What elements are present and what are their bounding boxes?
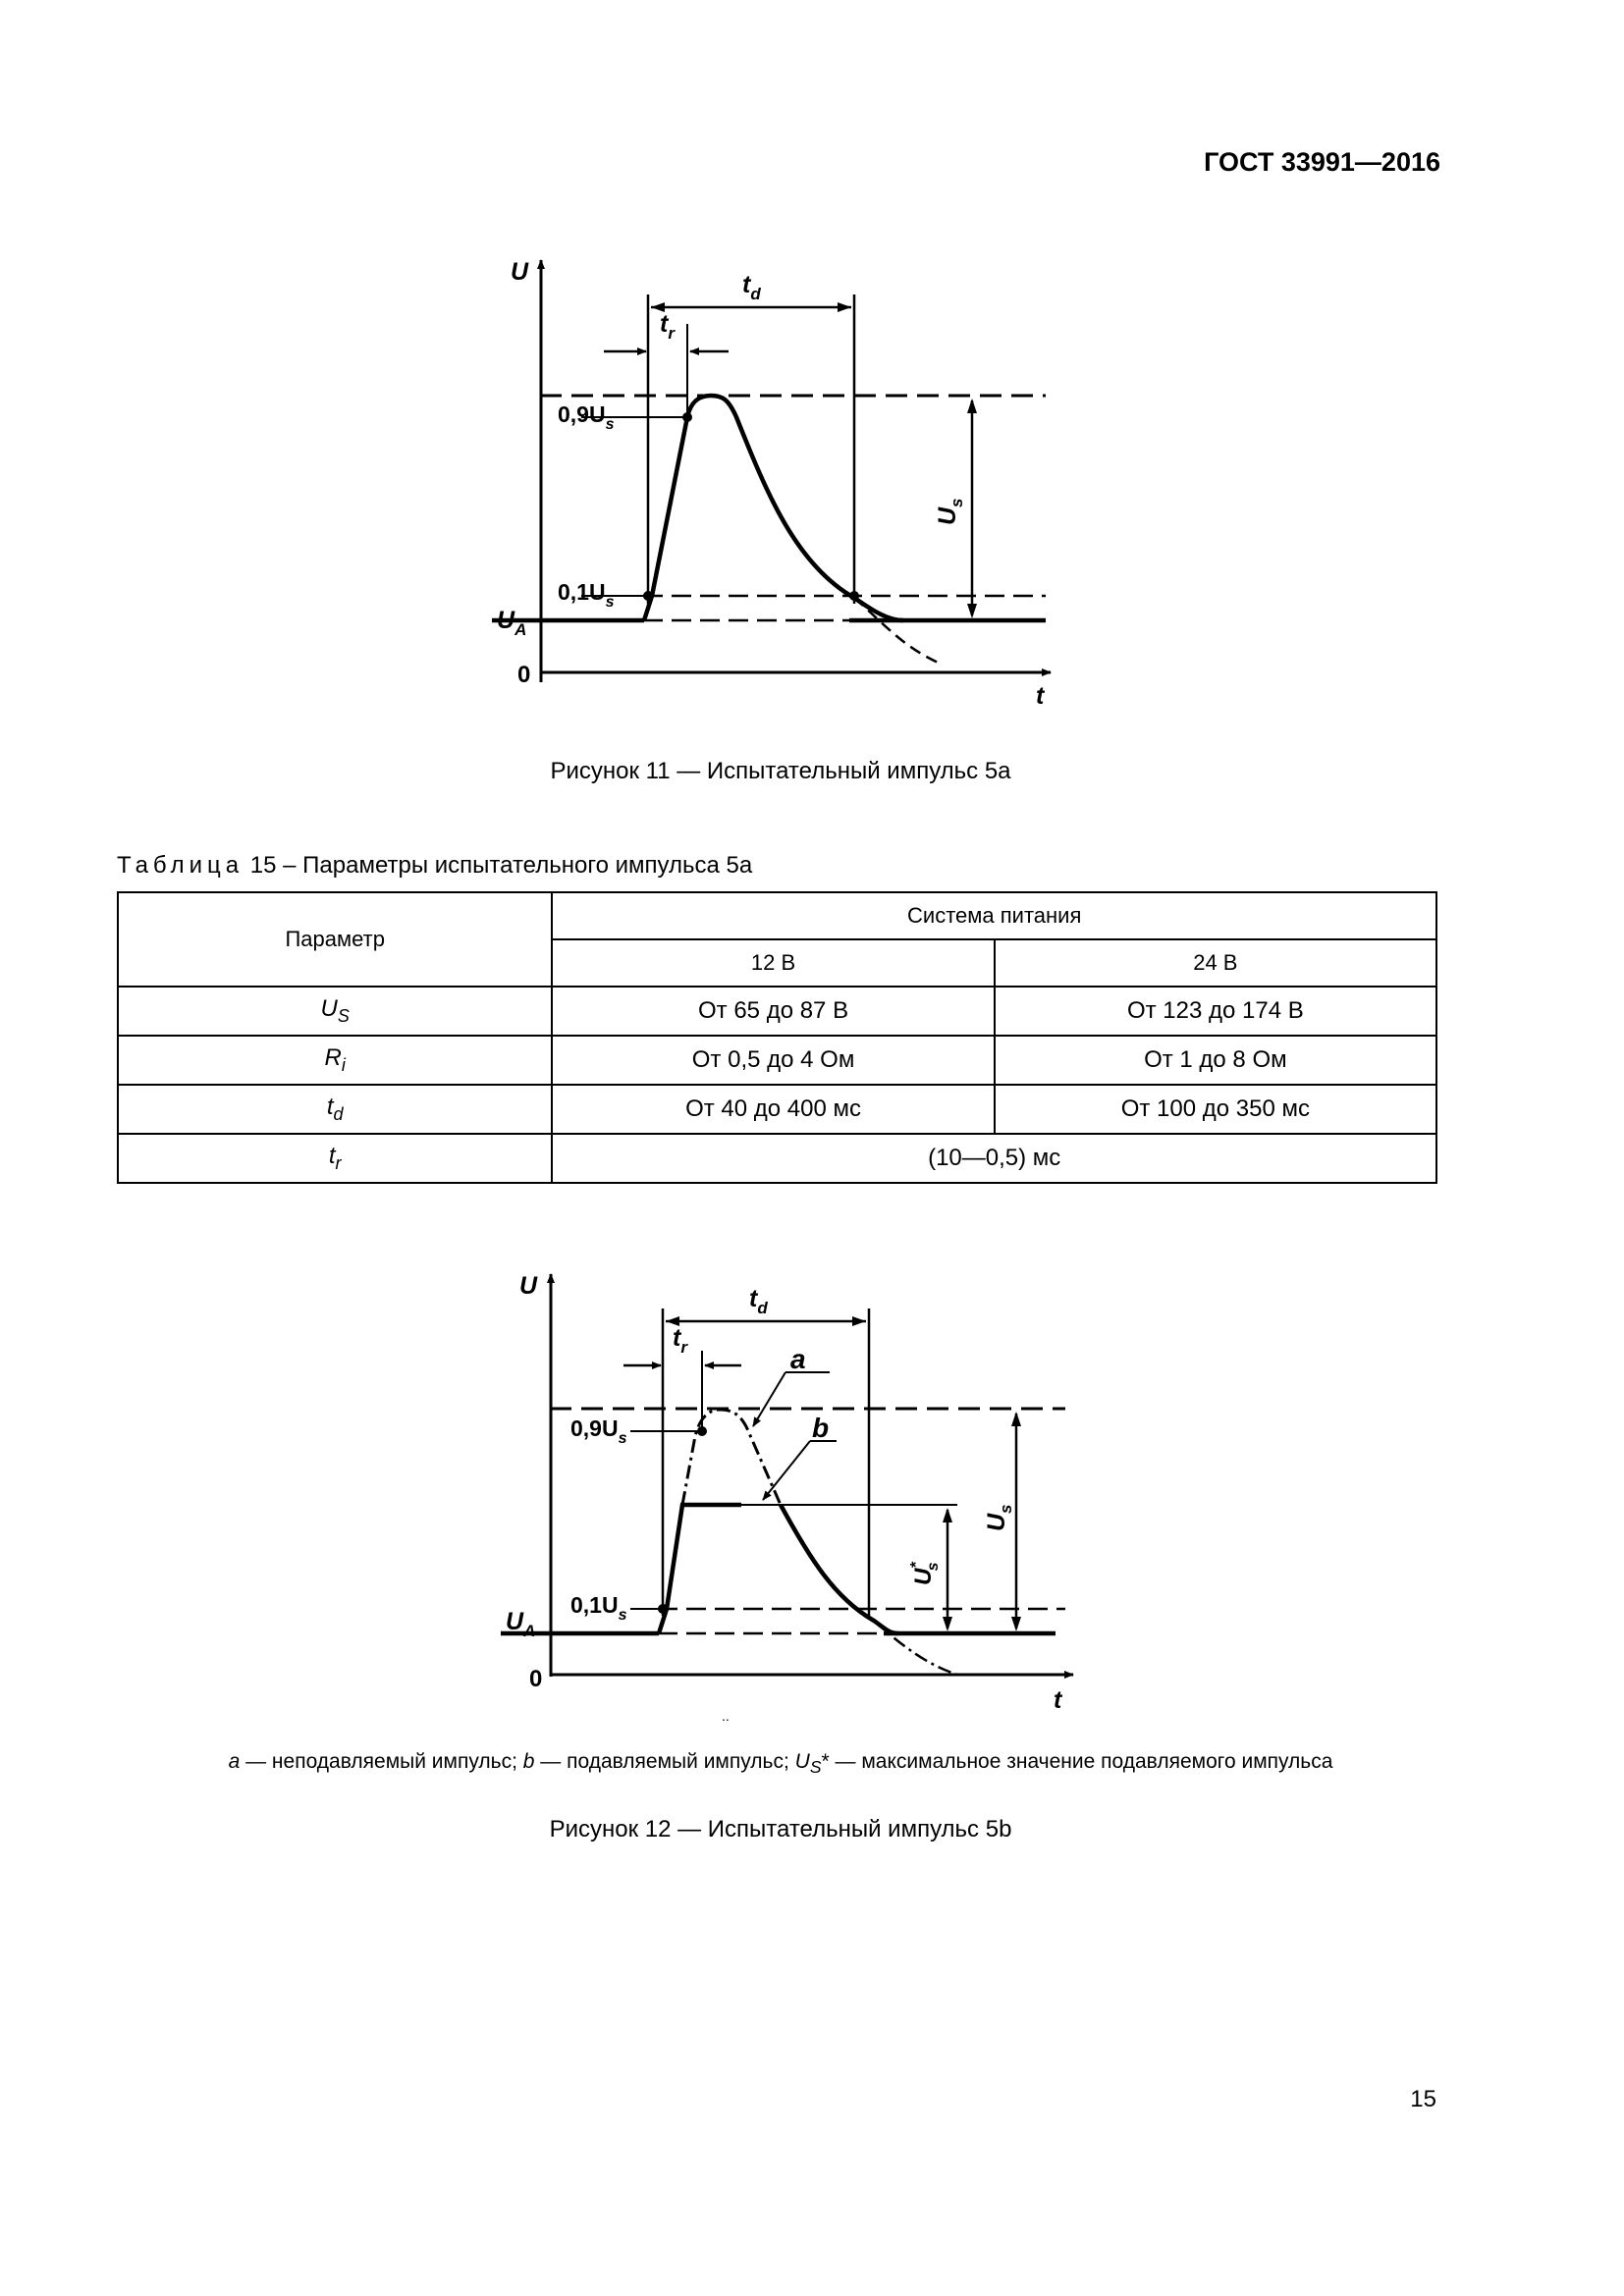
zero-label: 0 [529, 1666, 543, 1692]
pulse-curve [644, 396, 903, 620]
label-b-pointer [763, 1441, 810, 1500]
point-09 [682, 412, 692, 422]
page-number: 15 [1410, 2086, 1436, 2112]
pulse-a-curve [682, 1410, 781, 1505]
point-01-rise [658, 1604, 668, 1614]
td-label: $t_d$ [742, 271, 761, 303]
tr-label: $t_r$ [673, 1324, 687, 1357]
ua-label: $U_A$ [497, 607, 527, 639]
level-01-label: $0,1U_s$ [570, 1592, 627, 1624]
tr-label: $t_r$ [660, 310, 675, 343]
table-row: $t_d$ От 40 до 400 мс От 100 до 350 мс [118, 1085, 1436, 1134]
header-24v: 24 В [995, 939, 1436, 987]
table-15-title: Таблица 15 – Параметры испытательного импульса 5а [117, 852, 753, 879]
u-axis-label: U [511, 258, 529, 286]
figure-11-caption: Рисунок 11 — Испытательный импульс 5а [550, 758, 1011, 784]
point-01-rise [643, 591, 653, 601]
figure-12-graph [496, 1264, 1105, 1735]
us-label: $U_s$ [934, 498, 966, 525]
table-row: $R_i$ От 0,5 до 4 Ом От 1 до 8 Ом [118, 1036, 1436, 1085]
u-axis-label: U [519, 1272, 538, 1300]
table-15 [117, 891, 1437, 1184]
figure-12-caption: Рисунок 12 — Испытательный импульс 5b [549, 1816, 1012, 1842]
t-axis-label: t [1036, 682, 1045, 710]
label-b: b [812, 1413, 830, 1443]
level-09-label: $0,9U_s$ [570, 1415, 627, 1447]
figure-12-legend: a — неподавляемый импульс; b — подавляемый импульс; $U_S*$ — максимальное значение подавляемого импульса [228, 1750, 1333, 1778]
td-label: $t_d$ [749, 1285, 768, 1317]
point-01-fall [849, 591, 859, 601]
header-parameter: Параметр [118, 892, 552, 987]
figure-11-graph [471, 250, 1100, 712]
t-axis-label: t [1054, 1686, 1062, 1714]
zero-label: 0 [517, 662, 531, 688]
header-12v: 12 В [552, 939, 994, 987]
header-system: Система питания [552, 892, 1436, 939]
level-09-label: $0,9U_s$ [558, 401, 615, 433]
table-row: $U_S$ От 65 до 87 В От 123 до 174 В [118, 987, 1436, 1036]
label-a: a [790, 1344, 806, 1374]
figure-11 [471, 250, 1100, 717]
label-a-pointer [753, 1372, 785, 1426]
pulse-b-fall [781, 1505, 898, 1633]
table-row: $t_r$ (10—0,5) мс [118, 1134, 1436, 1183]
dot-mark: .. [722, 1708, 730, 1724]
figure-12 [496, 1264, 1105, 1740]
ua-label: $U_A$ [506, 1608, 536, 1640]
pulse-b-rise [659, 1505, 741, 1633]
level-01-label: $0,1U_s$ [558, 579, 615, 611]
point-09 [697, 1426, 707, 1436]
us-star-label: U*s [908, 1562, 942, 1585]
document-standard-number: ГОСТ 33991—2016 [1204, 147, 1440, 177]
us-label: $U_s$ [983, 1504, 1015, 1531]
